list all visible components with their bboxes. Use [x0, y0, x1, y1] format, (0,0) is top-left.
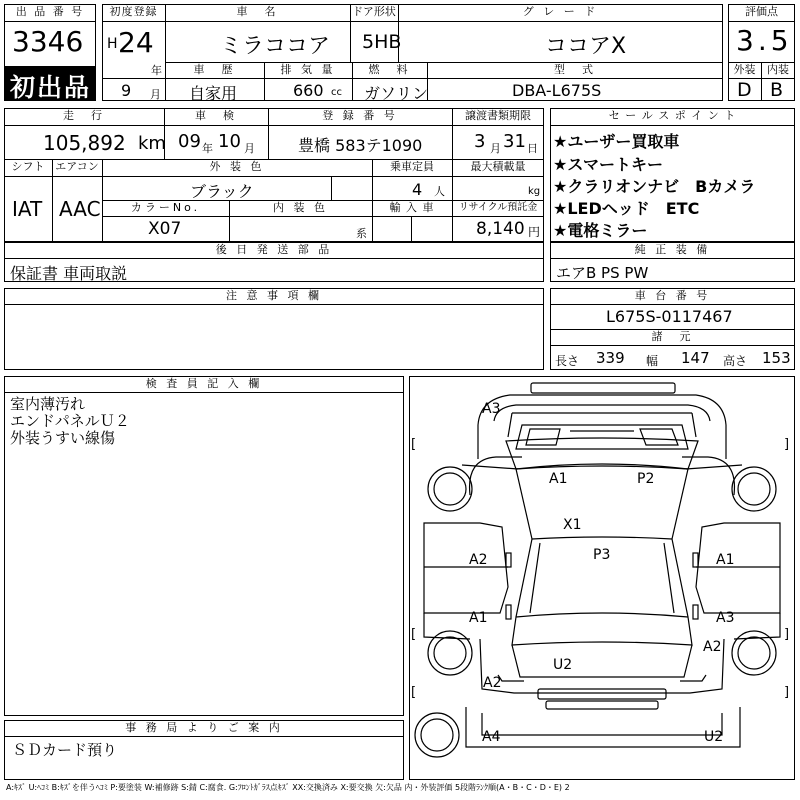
inspection-month-unit: 月	[244, 142, 255, 155]
later-parts-label: 後 日 発 送 部 品	[215, 243, 333, 256]
damage-mark: X1	[563, 517, 582, 533]
diagram-bracket: [	[411, 627, 417, 642]
damage-mark: U2	[704, 729, 724, 745]
spec-height: 153	[762, 349, 791, 367]
damage-diagram	[409, 376, 795, 780]
inspector-label: 検 査 員 記 入 欄	[145, 377, 263, 390]
inspection-year: 09	[178, 131, 201, 152]
selling-point-2: ★スマートキー	[553, 155, 664, 174]
import-label: 輸 入 車	[389, 201, 435, 214]
door-label: ドア形状	[352, 5, 396, 18]
recycle-value: 8,140	[476, 219, 525, 239]
inspector-line-2: エンドパネルＵ２	[10, 412, 130, 430]
first-reg-era: H	[107, 36, 118, 52]
capacity-unit: 人	[434, 185, 445, 198]
exterior-color-label: 外 装 色	[209, 160, 265, 173]
damage-mark: A1	[549, 471, 568, 487]
transfer-day: 31	[503, 131, 526, 152]
first-listing-text: 初出品	[10, 73, 92, 102]
mileage-unit: km	[138, 133, 166, 154]
first-reg-label: 初度登録	[109, 5, 158, 18]
grade: ココアX	[545, 34, 627, 59]
int-score-label: 内装	[767, 63, 789, 76]
selling-point-4: ★LEDヘッド ETC	[553, 199, 700, 218]
damage-mark: A1	[716, 552, 735, 568]
displacement-value: 660	[293, 81, 324, 100]
history-value: 自家用	[189, 84, 238, 103]
damage-mark: P3	[593, 547, 611, 563]
diagram-bracket: [	[411, 437, 417, 452]
interior-color-label: 内 装 色	[273, 201, 328, 214]
recycle-label: リサイクル預託金	[458, 202, 538, 213]
damage-mark: A3	[716, 610, 735, 626]
model-value: DBA-L675S	[512, 81, 602, 100]
int-score: B	[770, 79, 784, 101]
max-load-label: 最大積載量	[470, 160, 526, 173]
mileage-value: 105,892	[43, 131, 126, 155]
spec-height-label: 高さ	[723, 354, 748, 368]
diagram-bracket: ]	[784, 437, 790, 452]
first-reg-month-unit: 月	[150, 88, 161, 101]
diagram-bracket: [	[411, 685, 417, 700]
interior-color-unit: 系	[356, 227, 367, 240]
aircon-label: エアコン	[55, 160, 99, 173]
office-label: 事 務 局 よ り ご 案 内	[125, 721, 283, 734]
transfer-label: 譲渡書類期限	[465, 109, 531, 122]
chassis-label: 車 台 番 号	[634, 289, 711, 302]
first-reg-month: 9	[121, 81, 132, 100]
door-type: 5HB	[362, 31, 402, 53]
history-label: 車 歴	[193, 63, 236, 76]
damage-mark: A2	[703, 639, 722, 655]
car-diagram-svg	[410, 377, 794, 779]
registration-value: 豊橋 583テ1090	[298, 136, 423, 155]
damage-mark: U2	[553, 657, 573, 673]
ext-score-label: 外装	[733, 63, 756, 76]
shift-value: IAT	[12, 197, 43, 221]
capacity-value: 4	[412, 180, 423, 199]
transfer-month: 3	[474, 131, 486, 152]
inspector-line-3: 外装うすい線傷	[10, 429, 116, 447]
grade-label: グ レ ー ド	[522, 5, 599, 18]
notes-label: 注 意 事 項 欄	[226, 289, 322, 302]
lot-label: 出 品 番 号	[15, 5, 85, 18]
score-value: 3.5	[736, 24, 793, 57]
diagram-bracket: ]	[784, 627, 790, 642]
detail-box	[4, 108, 544, 242]
spec-width-label: 幅	[646, 354, 659, 368]
selling-point-5: ★電格ミラー	[553, 221, 648, 240]
inspection-label: 車 検	[195, 109, 237, 122]
damage-mark: A4	[482, 729, 501, 745]
inspection-year-unit: 年	[202, 142, 213, 155]
genuine-equipment-label: 純 正 装 備	[634, 243, 711, 256]
car-name: ミラココア	[220, 34, 331, 59]
displacement-unit: cc	[331, 87, 342, 98]
damage-mark: A2	[469, 552, 488, 568]
spec-length-label: 長さ	[555, 354, 580, 368]
damage-mark: A3	[482, 401, 501, 417]
mileage-label: 走 行	[63, 109, 105, 122]
damage-mark: A2	[483, 675, 502, 691]
spec-width: 147	[681, 349, 710, 367]
damage-mark: P2	[637, 471, 655, 487]
inspection-month: 10	[218, 131, 241, 152]
genuine-equipment-value: エアB PS PW	[556, 264, 649, 282]
damage-mark: A1	[469, 610, 488, 626]
selling-point-3: ★クラリオンナビ Bカメラ	[553, 177, 756, 196]
inspector-line-1: 室内薄汚れ	[10, 395, 86, 413]
selling-points-label: セ ー ル ス ポ イ ン ト	[608, 109, 737, 122]
transfer-day-unit: 日	[527, 142, 538, 155]
registration-label: 登 録 番 号	[322, 109, 398, 122]
first-reg-year: 24	[118, 26, 154, 59]
fuel-value: ガソリン	[364, 84, 429, 103]
diagram-bracket: ]	[784, 685, 790, 700]
later-parts-value: 保証書 車両取説	[10, 264, 128, 283]
lot-number: 3346	[12, 25, 84, 58]
displacement-label: 排 気 量	[280, 63, 336, 76]
color-no-label: カラーNo.	[130, 201, 201, 214]
score-label: 評価点	[745, 5, 778, 18]
legend: A:ｷｽﾞ U:ﾍｺﾐ B:ｷｽﾞを伴うﾍｺﾐ P:要塗装 W:補修跡 S:錆 C:腐食. G:ﾌﾛﾝﾄｶﾞﾗｽ点ｷｽﾞ XX:交換済み X:要交換 欠:欠品 内・外装評価 5段階ﾗﾝｸ順(A・B・C・D・E) 2	[6, 783, 570, 792]
selling-point-1: ★ユーザー買取車	[553, 132, 680, 151]
color-no-value: X07	[148, 219, 182, 239]
recycle-unit: 円	[528, 225, 541, 239]
spec-length: 339	[596, 349, 625, 367]
ext-score: D	[737, 79, 752, 101]
chassis-value: L675S-0117467	[606, 307, 733, 326]
aircon-value: AAC	[59, 197, 101, 221]
shift-label: シフト	[11, 160, 45, 173]
first-reg-year-unit: 年	[151, 64, 162, 77]
fuel-label: 燃 料	[368, 63, 411, 76]
specs-label: 諸 元	[651, 330, 694, 343]
exterior-color-value: ブラック	[190, 182, 254, 201]
transfer-month-unit: 月	[490, 142, 501, 155]
max-load-unit: kg	[528, 186, 541, 197]
capacity-label: 乗車定員	[390, 160, 434, 173]
car-name-label: 車 名	[236, 5, 279, 18]
model-label: 型 式	[554, 63, 596, 76]
office-value: ＳＤカード預り	[12, 741, 118, 759]
